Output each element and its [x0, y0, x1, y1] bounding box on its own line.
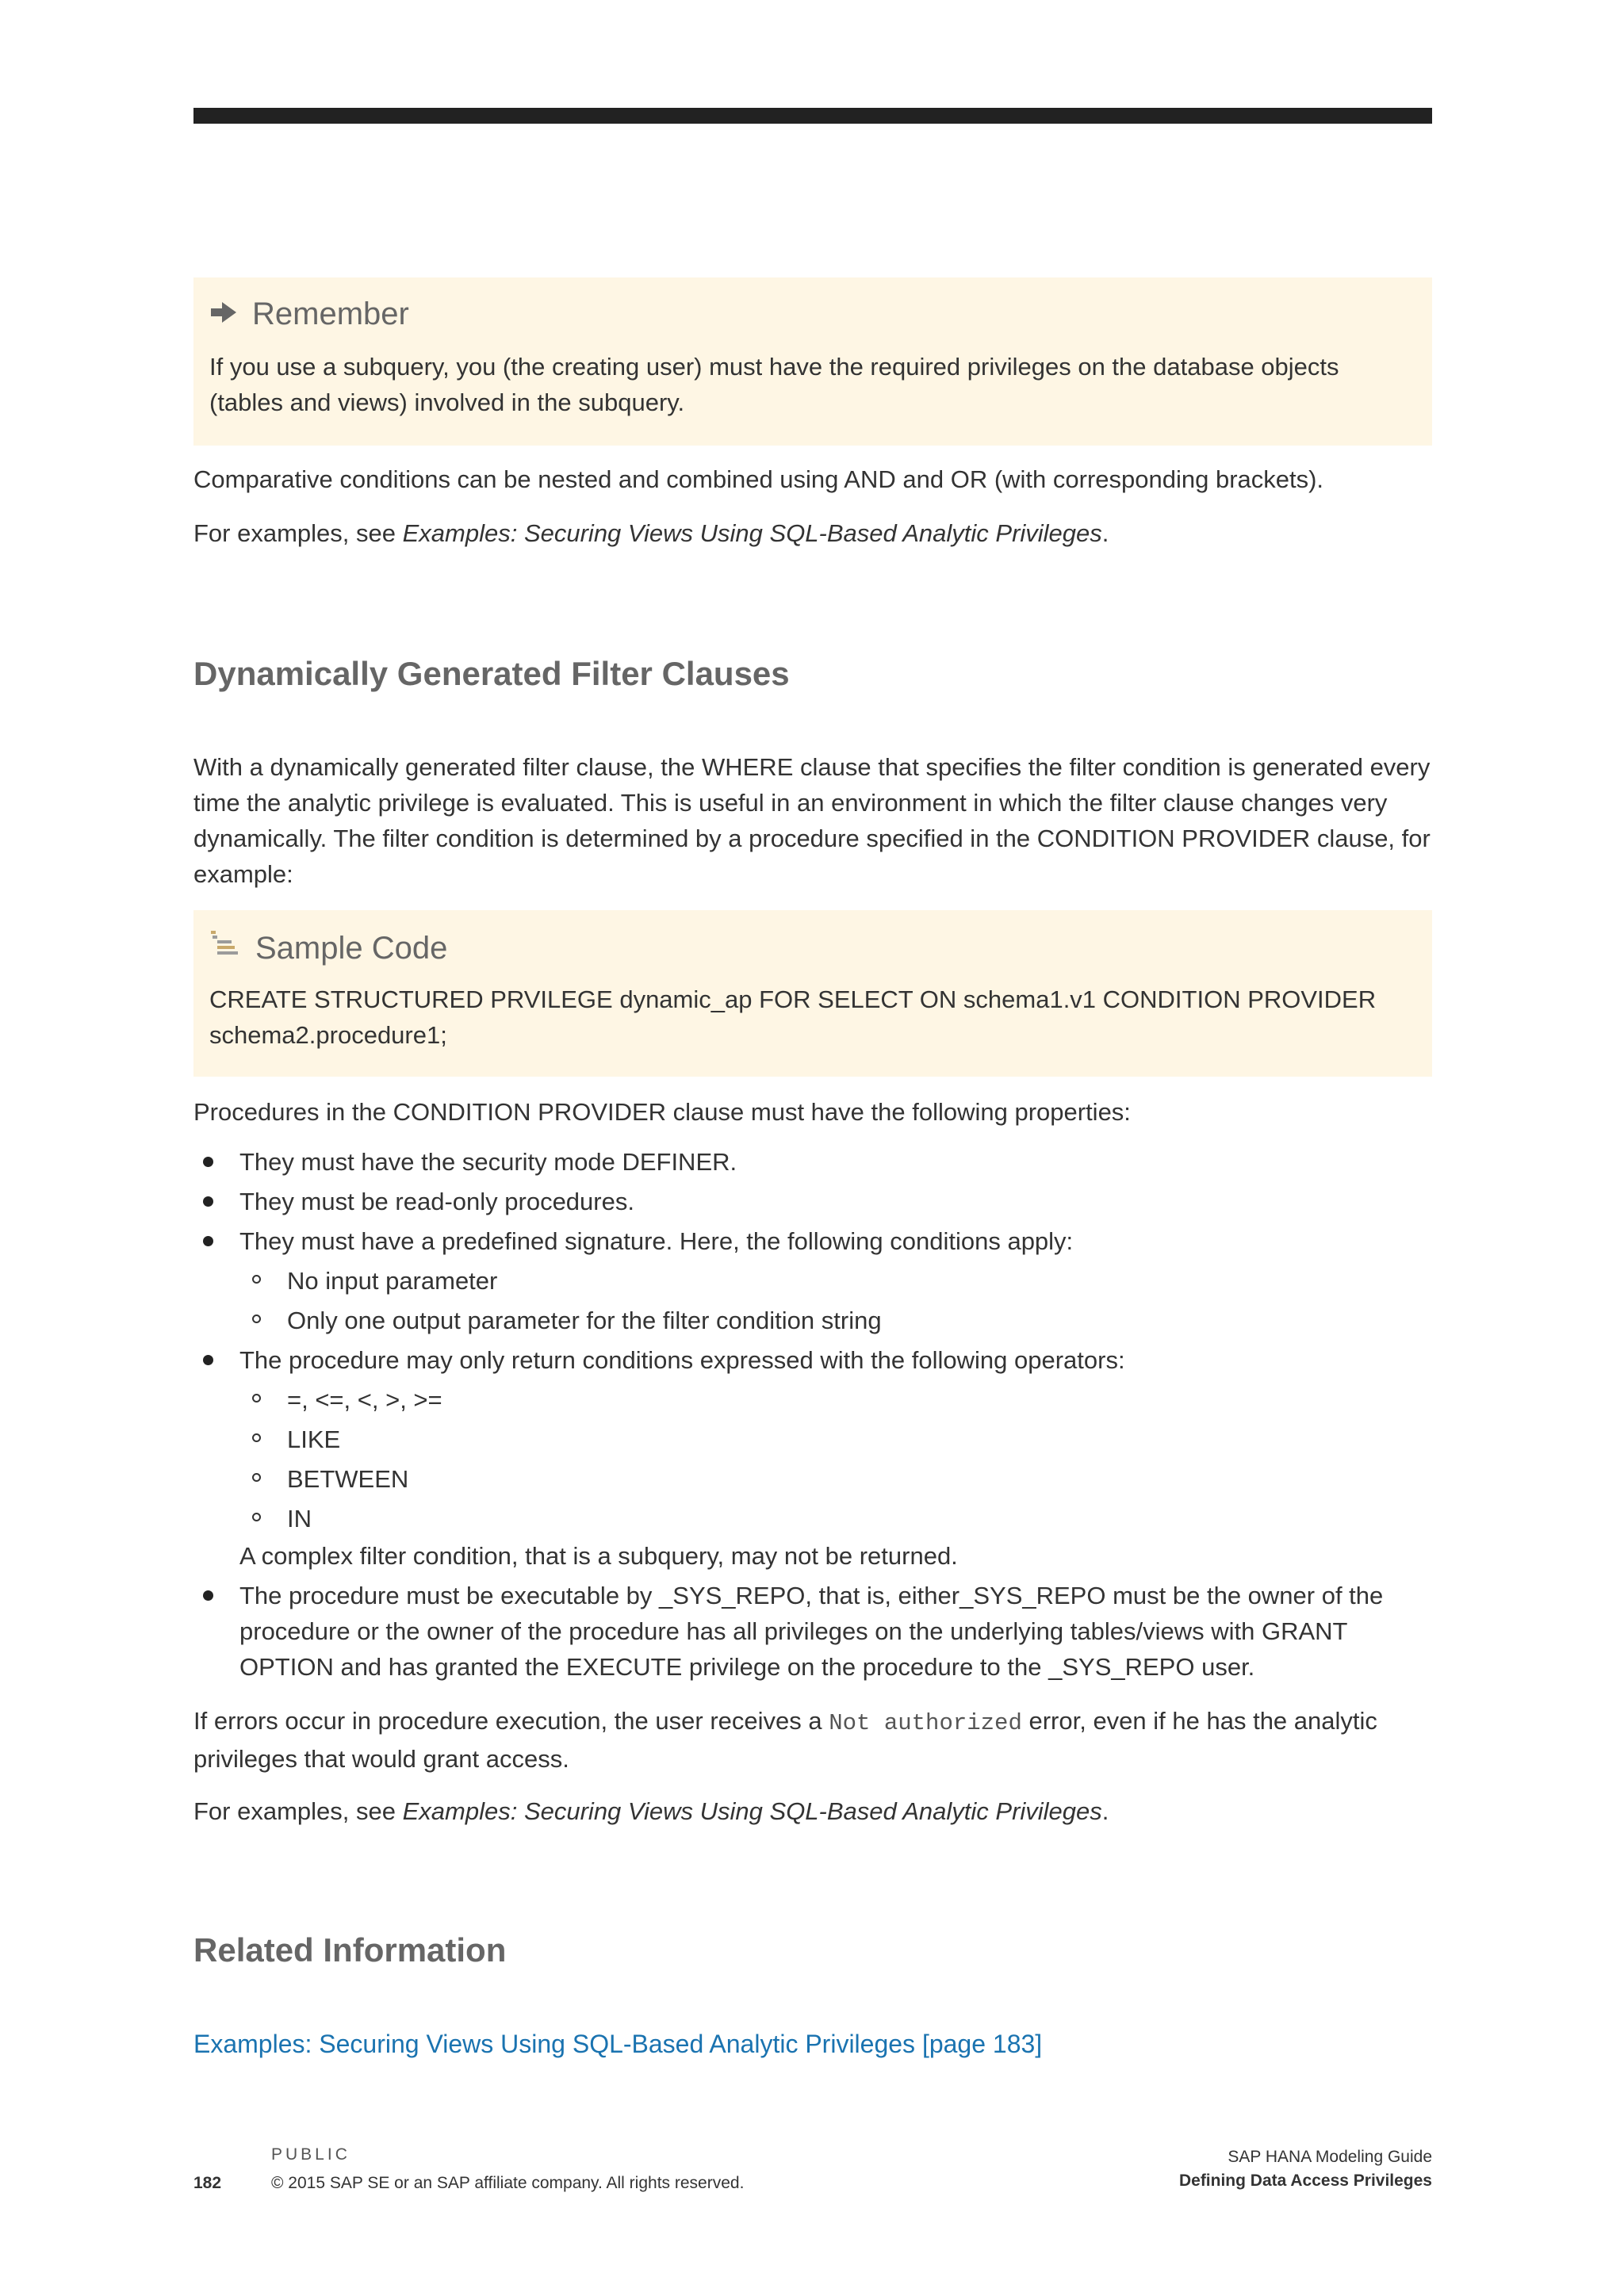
- sub-bullet-item: IN: [287, 1501, 312, 1536]
- remember-title: Remember: [252, 297, 409, 331]
- bullet-item: They must have a predefined signature. Here, the following conditions apply:: [239, 1223, 1432, 1259]
- sub-bullet-item: LIKE: [287, 1422, 340, 1457]
- remember-callout: [193, 277, 1432, 446]
- section-heading: Dynamically Generated Filter Clauses: [193, 655, 790, 692]
- section-intro: With a dynamically generated filter clause, the WHERE clause that specifies the filter condition is generated every time the analytic privilege is evaluated. This is useful in an environment in which the filter clause changes very dynamically. The filter condition is determined by a procedure specified in the CONDITION PROVIDER clause, for example:: [193, 753, 1431, 888]
- complex-filter-note: A complex filter condition, that is a subquery, may not be returned.: [239, 1542, 958, 1570]
- footer-right: [1179, 2145, 1432, 2193]
- examples-suffix: .: [1101, 519, 1109, 547]
- related-examples-link[interactable]: Examples: Securing Views Using SQL-Based Analytic Privileges [page 183]: [193, 2030, 1043, 2058]
- sample-code-callout: [193, 910, 1432, 1077]
- nested-conditions-text: Comparative conditions can be nested and combined using AND and OR (with corresponding brackets).: [193, 465, 1324, 493]
- sub-bullet-item: =, <=, <, >, >=: [287, 1382, 442, 1418]
- sub-bullet-item: No input parameter: [287, 1263, 497, 1299]
- errors-prefix: If errors occur in procedure execution, the user receives a: [193, 1707, 829, 1735]
- examples-reference: Examples: Securing Views Using SQL-Based Analytic Privileges: [402, 519, 1102, 547]
- related-information-heading: Related Information: [193, 1931, 507, 1969]
- top-rule: [193, 108, 1432, 124]
- classification-label: PUBLIC: [271, 2145, 350, 2164]
- guide-title: SAP HANA Modeling Guide: [1228, 2148, 1432, 2166]
- bullet-item: They must be read-only procedures.: [239, 1184, 1432, 1219]
- examples-prefix: For examples, see: [193, 519, 403, 547]
- not-authorized-code: Not authorized: [829, 1710, 1022, 1736]
- examples-prefix: For examples, see: [193, 1797, 403, 1825]
- chapter-title: Defining Data Access Privileges: [1178, 2172, 1432, 2190]
- remember-callout-header: [209, 297, 409, 332]
- errors-suffix: error, even if he has the analytic privileges that would grant access.: [193, 1707, 1377, 1773]
- arrow-right-icon: [209, 297, 238, 332]
- sample-code-header: [209, 929, 447, 967]
- sample-code-text: CREATE STRUCTURED PRVILEGE dynamic_ap FOR SELECT ON schema1.v1 CONDITION PROVIDER schema2.procedure1;: [209, 985, 1377, 1049]
- examples-text-1: [193, 515, 1432, 551]
- sub-bullet-item: BETWEEN: [287, 1461, 408, 1497]
- bullet-item: The procedure may only return conditions expressed with the following operators:: [239, 1342, 1432, 1378]
- sample-code-title: Sample Code: [255, 930, 448, 966]
- page-number: 182: [193, 2174, 222, 2192]
- code-snippet-icon: [209, 929, 241, 967]
- bullet-item: They must have the security mode DEFINER.: [239, 1144, 1432, 1180]
- examples-reference: Examples: Securing Views Using SQL-Based Analytic Privileges: [402, 1797, 1102, 1825]
- bullet-item: The procedure must be executable by _SYS_REPO, that is, either_SYS_REPO must be the owner of the procedure or the owner of the procedure has all privileges on the underlying tables/views with GRANT OPTION and has granted the EXECUTE privilege on the procedure to the _SYS_REPO user.: [239, 1578, 1432, 1685]
- examples-text-2: [193, 1793, 1432, 1829]
- errors-text: [193, 1703, 1432, 1777]
- sub-bullet-item: Only one output parameter for the filter condition string: [287, 1303, 882, 1338]
- remember-text: If you use a subquery, you (the creating user) must have the required privileges on the database objects (tables and views) involved in the subquery.: [209, 353, 1339, 416]
- copyright-text: © 2015 SAP SE or an SAP affiliate company. All rights reserved.: [271, 2174, 745, 2192]
- examples-suffix: .: [1101, 1797, 1109, 1825]
- procedures-intro: Procedures in the CONDITION PROVIDER clause must have the following properties:: [193, 1098, 1131, 1126]
